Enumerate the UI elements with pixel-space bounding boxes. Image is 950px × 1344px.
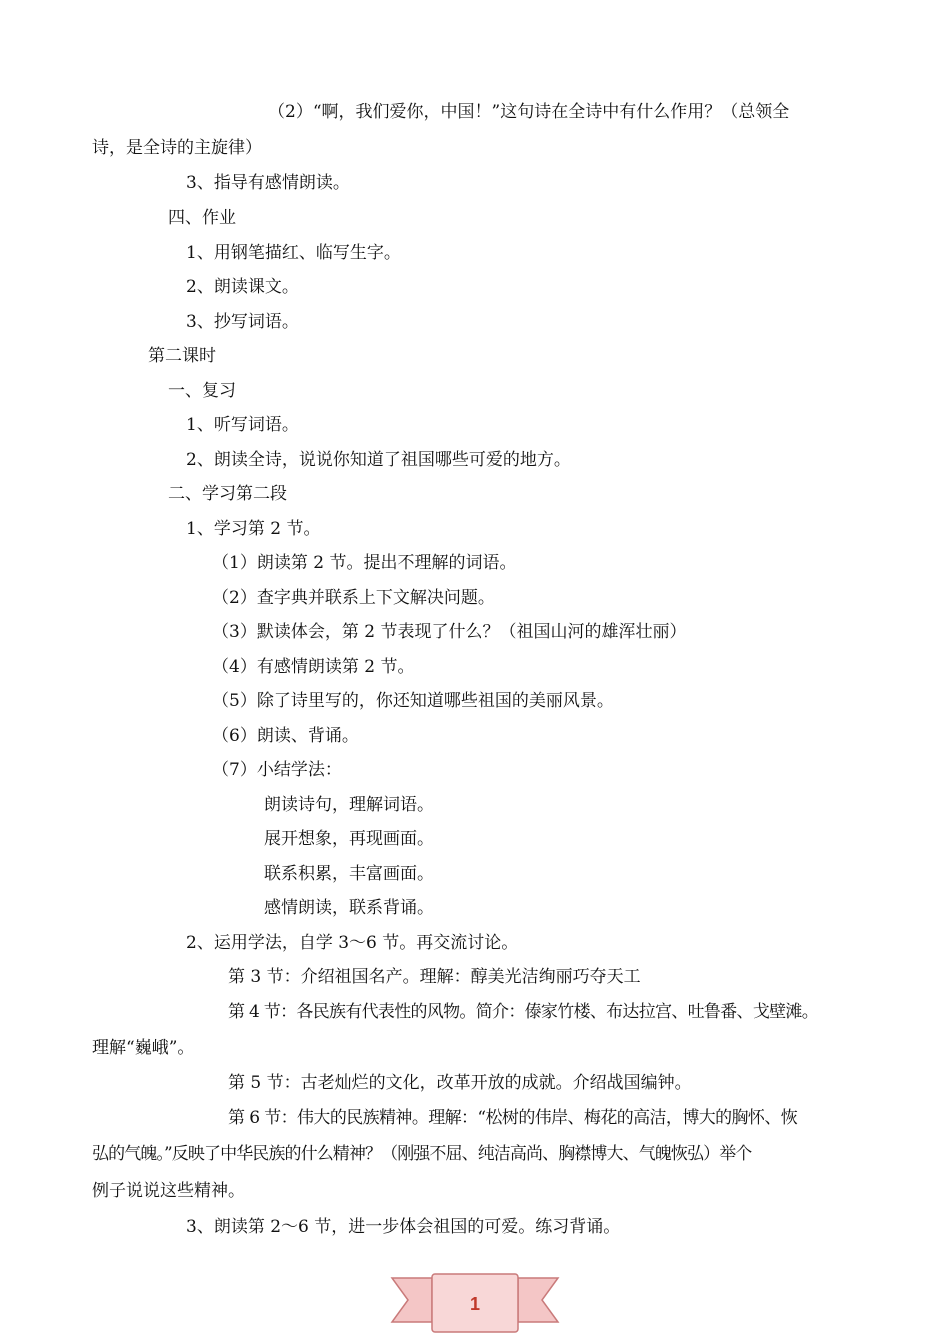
text-line: 展开想象，再现画面。 xyxy=(264,829,434,849)
text-line: （1）朗读第 2 节。提出不理解的词语。 xyxy=(212,553,517,573)
section-heading: 第二课时 xyxy=(148,346,216,366)
text-line: 朗读诗句，理解词语。 xyxy=(264,795,434,815)
section-heading: 四、作业 xyxy=(168,208,236,228)
text-line: 联系积累，丰富画面。 xyxy=(264,864,434,884)
text-line: 1、用钢笔描红、临写生字。 xyxy=(186,243,401,263)
text-line: 感情朗读，联系背诵。 xyxy=(264,898,434,918)
text-line: 第 5 节：古老灿烂的文化，改革开放的成就。介绍战国编钟。 xyxy=(228,1073,692,1093)
text-line: 3、指导有感情朗读。 xyxy=(186,173,350,193)
text-line: （2）查字典并联系上下文解决问题。 xyxy=(212,588,495,608)
text-line: 1、听写词语。 xyxy=(186,415,299,435)
section-heading: 二、学习第二段 xyxy=(168,484,287,504)
page-number: 1 xyxy=(469,1294,480,1314)
text-line: （5）除了诗里写的，你还知道哪些祖国的美丽风景。 xyxy=(212,691,614,711)
text-line: （4）有感情朗读第 2 节。 xyxy=(212,657,415,677)
text-line: 第 4 节：各民族有代表性的风物。简介：傣家竹楼、布达拉宫、吐鲁番、戈壁滩。 xyxy=(228,1002,819,1022)
text-line: 诗，是全诗的主旋律） xyxy=(92,138,262,158)
section-heading: 一、复习 xyxy=(168,381,236,401)
page-number-badge xyxy=(390,1270,560,1340)
text-line: 3、抄写词语。 xyxy=(186,312,299,332)
text-line: 弘的气魄。”反映了中华民族的什么精神？（刚强不屈、纯洁高尚、胸襟博大、气魄恢弘）举个 xyxy=(92,1144,752,1164)
text-line: （6）朗读、背诵。 xyxy=(212,726,359,746)
text-line: 2、运用学法，自学 3～6 节。再交流讨论。 xyxy=(186,933,519,953)
text-line: （2）“啊，我们爱你，中国！”这句诗在全诗中有什么作用？（总领全 xyxy=(268,102,790,122)
text-line: 2、朗读全诗，说说你知道了祖国哪些可爱的地方。 xyxy=(186,450,571,470)
text-line: （3）默读体会，第 2 节表现了什么？（祖国山河的雄浑壮丽） xyxy=(212,622,687,642)
text-line: （7）小结学法： xyxy=(212,760,342,780)
text-line: 理解“巍峨”。 xyxy=(92,1038,195,1058)
text-line: 3、朗读第 2～6 节，进一步体会祖国的可爱。练习背诵。 xyxy=(186,1217,621,1237)
text-line: 例子说说这些精神。 xyxy=(92,1181,245,1201)
text-line: 第 3 节：介绍祖国名产。理解：醇美光洁绚丽巧夺天工 xyxy=(228,967,641,987)
text-line: 1、学习第 2 节。 xyxy=(186,519,321,539)
text-line: 2、朗读课文。 xyxy=(186,277,299,297)
text-line: 第 6 节：伟大的民族精神。理解：“松树的伟岸、梅花的高洁，博大的胸怀、恢 xyxy=(228,1108,798,1128)
